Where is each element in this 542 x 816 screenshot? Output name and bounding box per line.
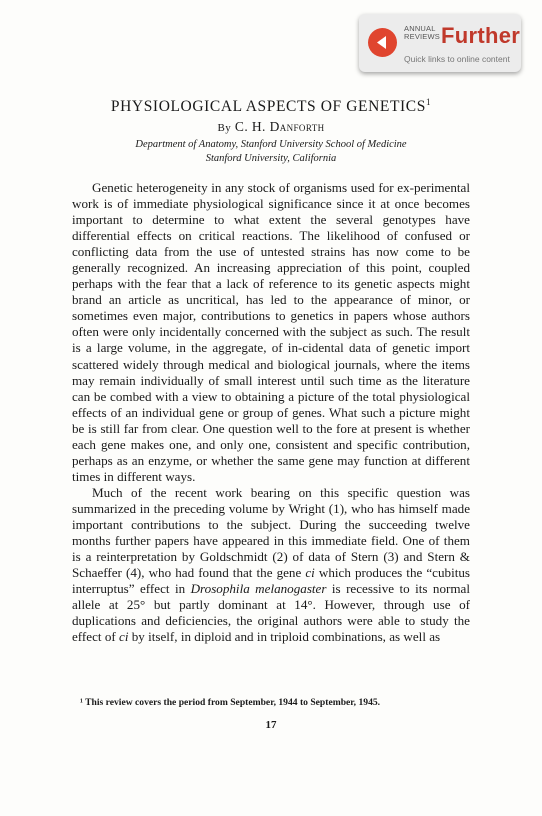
banner-tagline: Quick links to online content [404,54,510,64]
footnote: ¹ This review covers the period from September, 1944 to September, 1945. [80,697,381,708]
article-body [72,180,470,645]
author-line [0,119,542,135]
title-footnote-mark: 1 [425,97,432,107]
text-run: by itself, in diploid and in triploid combinations, as well as [128,629,441,645]
arrow-left-icon [368,28,397,57]
text-run: Much of the recent work bearing on this specific question was summarized in the preceding volume by Wright (1), who has himself made important contributions to the subject. During the succeeding twelve months further papers have appeared in this immediate field. One of them is a reinterpretation by Goldschmidt (2) of data of Stern (3) and Stern & Schaeffer (4), who had found that the gene [72,484,470,581]
italic-term: ci [305,565,315,581]
text-run: Genetic heterogeneity in any stock of organisms used for ex-perimental work is of immediate physiological significance since it at once becomes important to determine to what extent the several genotypes have differential effects on critical reactions. The likelihood of confused or conflicting data from the use of untested strains has now come to be generally recognized. An increasing appreciation of this point, coupled perhaps with the fear that a lack of reference to its genetic aspects might brand an article as uncritical, has led to the appearance of minor, or sometimes even major, contributions to genetics in papers whose authors often were only incidentally concerned with the subject as such. The result is a large volume, in the aggregate, of in-cidental data of genetic import scattered widely through medical and biological journals, where the items may remain individually of small interest until such time as the literature can be combed with a view to obtaining a picture of the total physiological effects of an individual gene or group of genes. What such a picture might be is still far from clear. One question well to the fore at present is whether each gene makes one, and only one, consistent and specific contribution, perhaps as an enzyme, or whether the same gene may function at different times in different ways. [72,180,470,484]
italic-term: ci [119,629,129,645]
affiliation-university: Stanford University, California [205,153,337,164]
article-title [0,97,542,116]
title-text: PHYSIOLOGICAL ASPECTS OF GENETICS [110,98,426,116]
text-run: which produces the “cubitus interruptus” effect in [72,565,471,597]
body-paragraph [72,485,470,645]
publisher-line1: ANNUAL [404,24,436,33]
author-name: C. H. Danforth [234,119,325,134]
further-logo-text: Further [441,23,521,48]
page-number: 17 [265,719,277,731]
text-run: is recessive to its normal allele at 25° but partly dominant at 14°. However, through use of duplications and deficiencies, the original authors were able to study the effect of [72,581,470,645]
body-paragraph [72,180,470,485]
author-prefix: By [217,122,232,134]
publisher-name [404,25,440,41]
affiliation-department: Department of Anatomy, Stanford University School of Medicine [135,139,407,150]
publisher-line2: REVIEWS [404,32,440,41]
further-banner[interactable] [359,14,521,72]
italic-term: Drosophila melanogaster [190,581,327,597]
